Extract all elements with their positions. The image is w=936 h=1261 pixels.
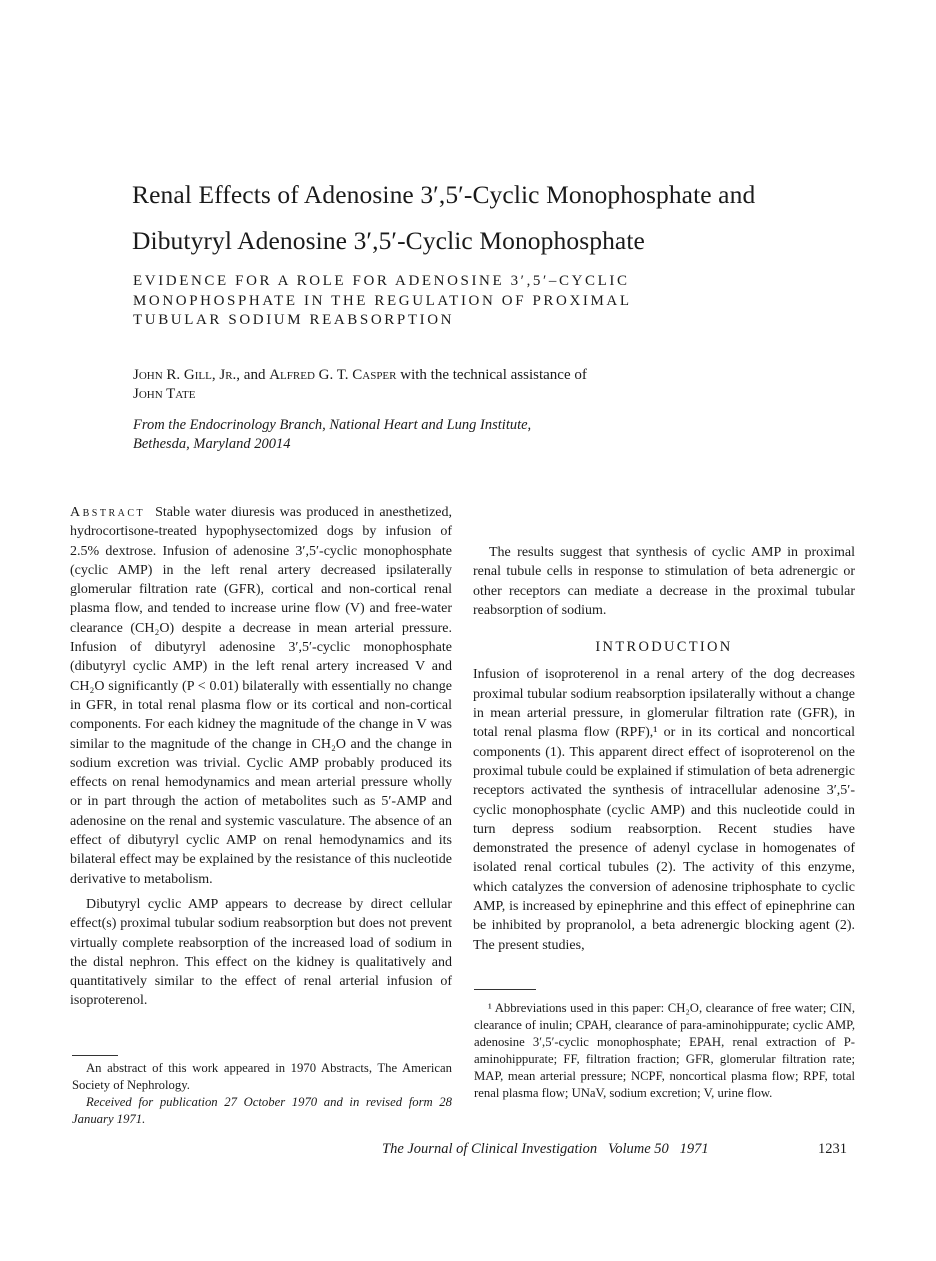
subtitle-line-1: EVIDENCE FOR A ROLE FOR ADENOSINE 3′,5′–CYCLIC	[133, 273, 630, 289]
subtitle-line-3: TUBULAR SODIUM REABSORPTION	[133, 312, 455, 328]
author-assistance: with the technical assistance of	[400, 367, 587, 383]
abstract-paragraph-3: The results suggest that synthesis of cyclic AMP in proximal renal tubule cells in response to stimulation of beta adrenergic or other receptors can mediate a decrease in the proximal tubular reabsorption of sodium.	[473, 545, 855, 618]
footnotes-right	[474, 1000, 855, 1102]
subtitle-line-2: MONOPHOSPHATE IN THE REGULATION OF PROXIMAL	[133, 292, 632, 309]
affiliation-line-1: From the Endocrinology Branch, National Heart and Lung Institute,	[133, 417, 532, 433]
introduction-heading: INTRODUCTION	[595, 639, 733, 656]
abstract-text-1: Stable water diuresis was produced in anesthetized, hydrocortisone-treated hypophysectomized dogs by infusion of 2.5% dextrose. Infusion of adenosine 3′,5′-cyclic monophosphate (cyclic AMP) in the left renal artery decreased ipsilaterally glomerular filtration rate (GFR), cortical and non-cortical renal plasma flow, and tended to increase urine flow (V) and free-water clearance (CH₂O) despite a decrease in mean arterial pressure. Infusion of dibutyryl adenosine 3′,5′-cyclic monophosphate (dibutyryl cyclic AMP) in the left renal artery increased V and CH₂O significantly (P < 0.01) bilaterally with essentially no change in GFR, in total renal plasma flow or its cortical and non-cortical components. For each kidney the magnitude of the change in V was similar to the magnitude of the change in CH₂O and the change in sodium excretion was trivial. Cyclic AMP probably produced its effects on renal hemodynamics and mean arterial pressure wholly or in part through the action of metabolites such as 5′-AMP and adenosine on the renal and systemic vasculature. The absence of an effect of dibutyryl cyclic AMP on renal hemodynamics and its bilateral effect may be explained by the resistance of this nucleotide derivative to metabolism.	[70, 505, 452, 887]
author-and: and	[243, 367, 266, 383]
footnote-divider-left	[72, 1055, 118, 1056]
author-gill: John R. Gill, Jr.,	[133, 367, 241, 383]
author-tate: John Tate	[133, 386, 196, 402]
footnote-divider-right	[474, 989, 536, 990]
footnote-abstract-note: An abstract of this work appeared in 1970 Abstracts, The American Society of Nephrology.	[72, 1061, 452, 1092]
abstract-label: Abstract	[70, 505, 146, 520]
footnote-received-note: Received for publication 27 October 1970 and in revised form 28 January 1971.	[72, 1095, 452, 1126]
title-line-2: Dibutyryl Adenosine 3′,5′-Cyclic Monophosphate	[132, 226, 645, 255]
author-casper: Alfred G. T. Casper	[269, 367, 397, 383]
affiliation-line-2: Bethesda, Maryland 20014	[133, 436, 291, 452]
paper-subtitle	[133, 272, 753, 331]
author-block	[133, 366, 733, 404]
paper-title	[132, 172, 852, 264]
page-number: 1231	[818, 1141, 847, 1157]
footnotes-left	[72, 1060, 452, 1128]
title-line-1: Renal Effects of Adenosine 3′,5′-Cyclic Monophosphate and	[132, 180, 756, 209]
abstract-paragraph-2: Dibutyryl cyclic AMP appears to decrease by direct cellular effect(s) proximal tubular sodium reabsorption but does not prevent virtually complete reabsorption of the increased load of sodium in the distal nephron. This effect on the kidney is qualitatively and quantitatively similar to the effect of renal arterial infusion of isoproterenol.	[70, 896, 452, 1009]
left-column	[70, 503, 452, 1011]
journal-citation: The Journal of Clinical Investigation Volume 50 1971	[382, 1141, 709, 1157]
introduction-paragraph-1: Infusion of isoproterenol in a renal artery of the dog decreases proximal tubular sodium reabsorption ipsilaterally without a change in mean arterial pressure, in glomerular filtration rate (GFR), in total renal plasma flow (RPF),¹ or in its cortical and noncortical components (1). This apparent direct effect of isoproterenol on the proximal tubule could be explained if stimulation of beta adrenergic receptors activated the synthesis of intracellular adenosine 3′,5′-cyclic monophosphate (cyclic AMP) and this nucleotide could in turn depress sodium reabsorption. Recent studies have demonstrated the presence of adenyl cyclase in homogenates of isolated renal cortical tubules (2). The activity of this enzyme, which catalyzes the conversion of adenosine triphosphate to cyclic AMP, is increased by epinephrine and this effect of epinephrine can be inhibited by propranolol, a beta adrenergic blocking agent (2). The present studies,	[473, 667, 855, 953]
affiliation	[133, 416, 653, 454]
abstract-paragraph-1	[70, 503, 452, 889]
right-column	[473, 503, 855, 955]
footnote-abbreviations: ¹ Abbreviations used in this paper: CH₂O, clearance of free water; CIN, clearance of inulin; CPAH, clearance of para-aminohippurate; cyclic AMP, adenosine 3′,5′-cyclic monophosphate; EPAH, renal extraction of P-aminohippurate; FF, filtration fraction; GFR, glomerular filtration rate; MAP, mean arterial pressure; NCPF, noncortical plasma flow; RPF, total renal plasma flow; UNaV, sodium excretion; V, urine flow.	[474, 1001, 855, 1100]
